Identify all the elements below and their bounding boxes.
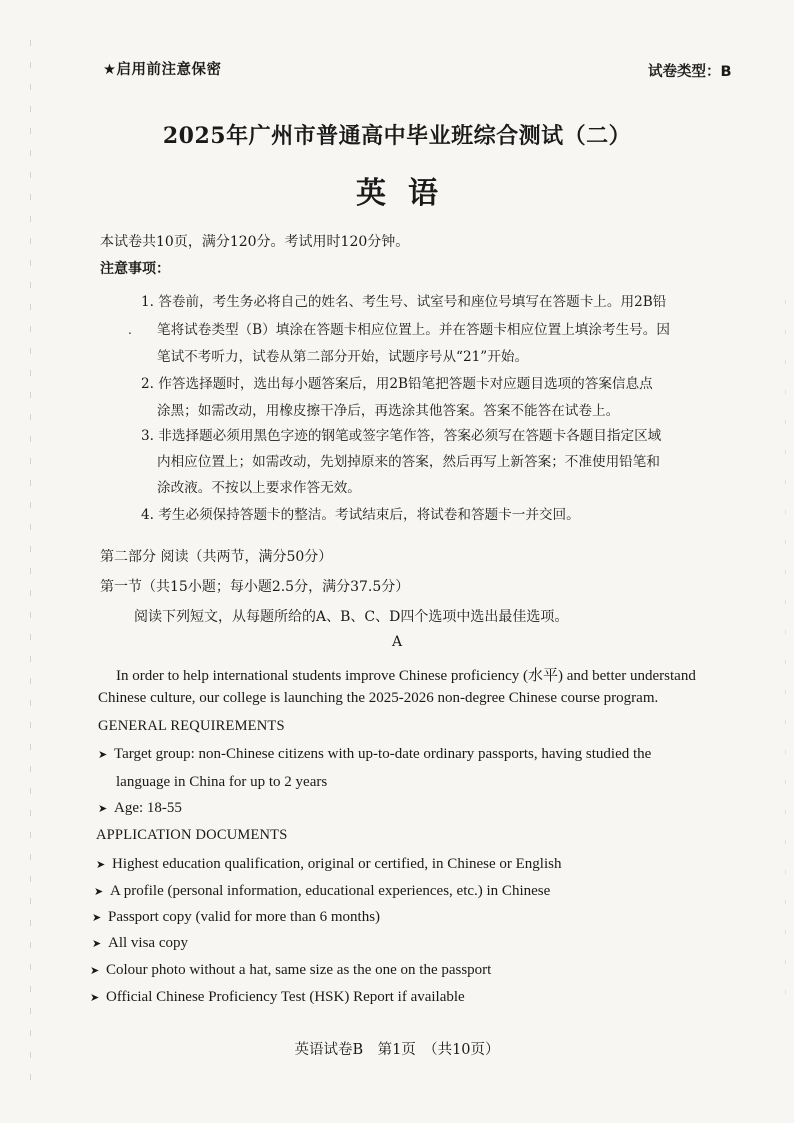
document-text: Official Chinese Proficiency Test (HSK) Report if available (106, 989, 465, 1005)
bullet-arrow-icon: ➤ (92, 938, 102, 950)
paper-intro: 本试卷共10页，满分120分。考试用时120分钟。 (100, 234, 410, 250)
note-line: 2. 作答选择题时，选出每小题答案后，用2B铅笔把答题卡对应题目选项的答案信息点 (141, 376, 653, 392)
requirements-heading: GENERAL REQUIREMENTS (98, 718, 285, 734)
paper-type-label: 试卷类型：B (648, 64, 732, 80)
bullet-arrow-icon: ➤ (96, 859, 106, 871)
note-line: 涂改液。不按以上要求作答无效。 (157, 480, 361, 496)
passage-intro-line: Chinese culture, our college is launching the 2025-2026 non-degree Chinese course program. (98, 690, 659, 706)
bullet-arrow-icon: ➤ (92, 912, 102, 924)
section-title: 第一节（共15小题；每小题2.5分，满分37.5分） (100, 579, 410, 595)
note-line: 涂黑；如需改动，用橡皮擦干净后，再选涂其他答案。答案不能答在试卷上。 (157, 403, 620, 419)
document-text: Colour photo without a hat, same size as the one on the passport (106, 962, 492, 978)
passage-intro-line: In order to help international students improve Chinese proficiency (水平) and better understand (116, 668, 696, 684)
subject-title: 英语 (356, 176, 460, 211)
document-item (90, 962, 491, 979)
note-line: 内相应位置上；如需改动，先划掉原来的答案，然后再写上新答案；不准使用铅笔和 (157, 454, 660, 470)
bullet-arrow-icon: ➤ (94, 886, 104, 898)
note-line: 笔试不考听力，试卷从第二部分开始，试题序号从“21”开始。 (157, 349, 529, 365)
documents-heading: APPLICATION DOCUMENTS (96, 827, 288, 843)
requirement-item-cont: language in China for up to 2 years (116, 774, 328, 790)
document-text: A profile (personal information, educational experiences, etc.) in Chinese (110, 883, 551, 899)
document-item (96, 856, 561, 873)
note-line: 1. 答卷前，考生务必将自己的姓名、考生号、试室号和座位号填写在答题卡上。用2B铅 (141, 294, 667, 310)
bullet-arrow-icon: ➤ (98, 803, 108, 815)
bullet-arrow-icon: ➤ (90, 992, 100, 1004)
reading-instruction: 阅读下列短文，从每题所给的A、B、C、D四个选项中选出最佳选项。 (134, 609, 569, 625)
document-item (94, 883, 550, 900)
document-item (92, 935, 188, 952)
part-title: 第二部分 阅读（共两节，满分50分） (100, 549, 333, 565)
bullet-arrow-icon: ➤ (98, 749, 108, 761)
scan-edge-right (785, 300, 786, 1000)
document-item (92, 909, 380, 926)
requirement-item (98, 800, 182, 817)
document-text: Highest education qualification, original or certified, in Chinese or English (112, 856, 562, 872)
scan-dot-mark: . (128, 323, 132, 337)
exam-title: 2025年广州市普通高中毕业班综合测试（二） (162, 123, 632, 149)
passage-label: A (391, 634, 403, 650)
document-text: All visa copy (108, 935, 188, 951)
document-item (90, 989, 465, 1006)
confidential-notice: ★启用前注意保密 (103, 62, 222, 78)
requirement-text: Age: 18-55 (114, 800, 182, 816)
requirement-item (98, 746, 651, 763)
requirement-text: Target group: non-Chinese citizens with up-to-date ordinary passports, having studied the (114, 746, 652, 762)
note-line: 3. 非选择题必须用黑色字迹的钢笔或签字笔作答，答案必须写在答题卡各题目指定区域 (141, 428, 662, 444)
document-text: Passport copy (valid for more than 6 months) (108, 909, 381, 925)
notes-title: 注意事项： (100, 261, 170, 277)
note-line: 4. 考生必须保持答题卡的整洁。考试结束后，将试卷和答题卡一并交回。 (141, 507, 580, 523)
page-footer: 英语试卷B 第1页 （共10页） (294, 1042, 500, 1058)
note-line: 笔将试卷类型（B）填涂在答题卡相应位置上。并在答题卡相应位置上填涂考生号。因 (157, 322, 670, 338)
bullet-arrow-icon: ➤ (90, 965, 100, 977)
